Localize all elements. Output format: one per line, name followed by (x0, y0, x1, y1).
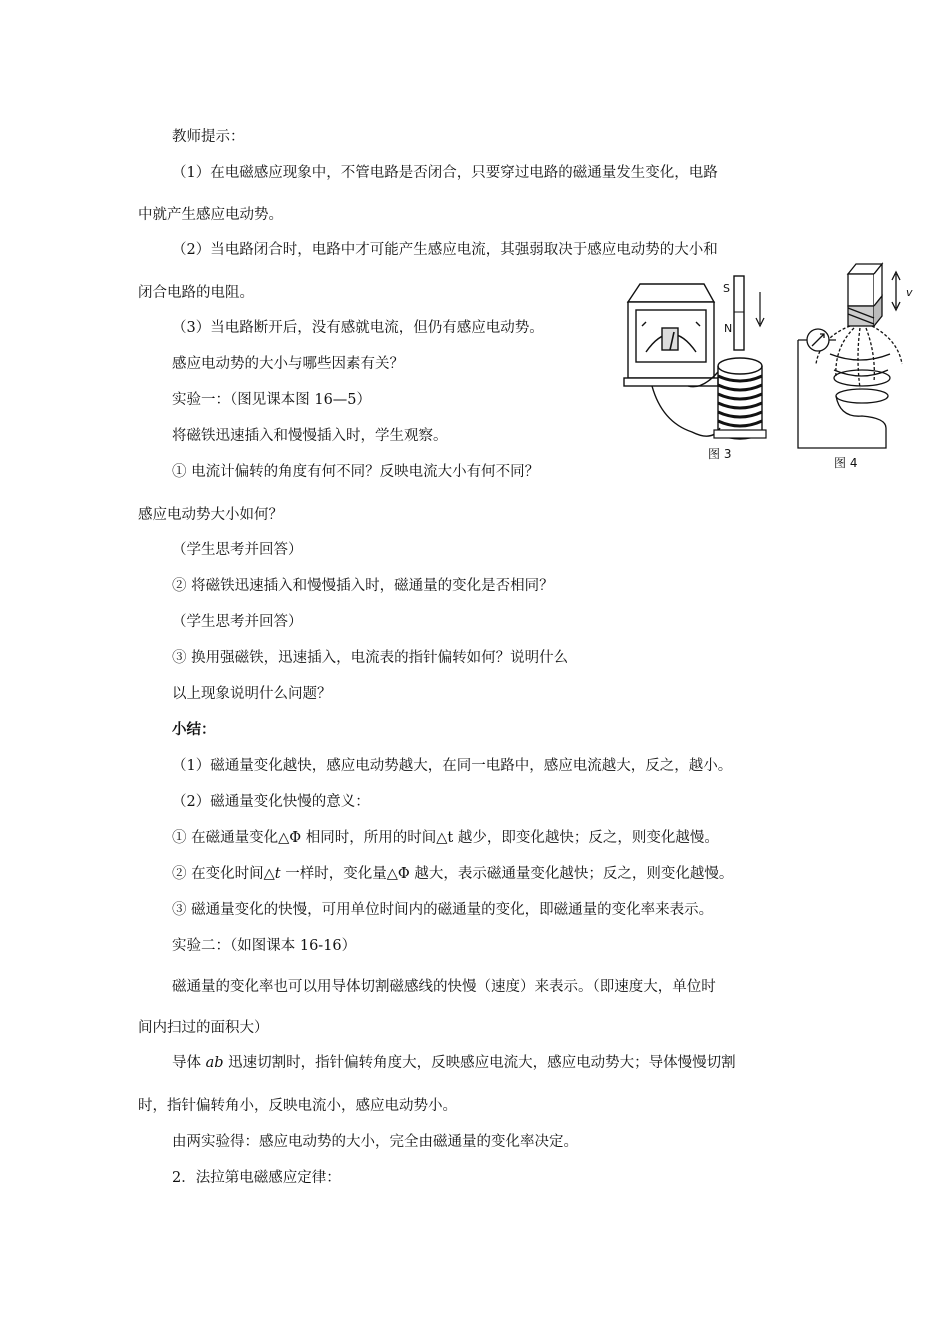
magnet-south-label: S (723, 282, 730, 295)
paragraph-line: （学生思考并回答） (172, 542, 303, 558)
paragraph-line: 间内扫过的面积大） (138, 1020, 269, 1036)
paragraph-line: （2）当电路闭合时，电路中才可能产生感应电流，其强弱取决于感应电动势的大小和 (172, 242, 718, 258)
paragraph-line: 中就产生感应电动势。 (138, 207, 283, 223)
magnet-north-label: N (724, 322, 733, 335)
paragraph-line: 闭合电路的电阻。 (138, 285, 254, 301)
paragraph-line: 导体 ab 迅速切割时，指针偏转角度大，反映感应电流大，感应电动势大；导体慢慢切割 (172, 1055, 736, 1071)
summary-line: （1）磁通量变化越快，感应电动势越大，在同一电路中，感应电流越大，反之，越小。 (172, 758, 733, 774)
question-line: ① 电流计偏转的角度有何不同？反映电流大小有何不同？ (172, 464, 540, 480)
conclusion-line: 由两实验得：感应电动势的大小，完全由磁通量的变化率决定。 (172, 1134, 578, 1150)
paragraph-line: 磁通量的变化率也可以用导体切割磁感线的快慢（速度）来表示。（即速度大，单位时 (172, 979, 716, 995)
summary-line: ② 在变化时间△t 一样时，变化量△Φ 越大，表示磁通量变化越快；反之，则变化越慢。 (172, 866, 734, 882)
velocity-label: v (906, 286, 913, 299)
figure-4-caption: 图 4 (834, 456, 858, 470)
figure-3-caption: 图 3 (708, 447, 732, 461)
question-line: 感应电动势大小如何？ (138, 507, 283, 523)
question-line: ② 将磁铁迅速插入和慢慢插入时，磁通量的变化是否相同？ (172, 578, 554, 594)
paragraph-line: （3）当电路断开后，没有感就电流，但仍有感应电动势。 (172, 320, 544, 336)
summary-line: （2）磁通量变化快慢的意义： (172, 794, 370, 810)
paragraph-line: （学生思考并回答） (172, 614, 303, 630)
figure-3-galvanometer-coil (622, 272, 790, 470)
paragraph-line: 感应电动势的大小与哪些因素有关？ (172, 356, 404, 372)
paragraph-line: 时，指针偏转角小，反映电流小，感应电动势小。 (138, 1098, 457, 1114)
summary-heading: 小结： (172, 721, 216, 738)
experiment-one-heading: 实验一：（图见课本图 16—5） (172, 392, 372, 408)
question-line: 以上现象说明什么问题？ (172, 686, 332, 702)
experiment-two-heading: 实验二：（如图课本 16-16） (172, 938, 357, 954)
paragraph-line: 将磁铁迅速插入和慢慢插入时，学生观察。 (172, 428, 448, 444)
teacher-hint-heading: 教师提示： (172, 129, 245, 145)
figure-4-magnet-field-lines (790, 258, 930, 472)
paragraph-line: （1）在电磁感应现象中，不管电路是否闭合，只要穿过电路的磁通量发生变化，电路 (172, 165, 718, 181)
section-heading: 2．法拉第电磁感应定律： (172, 1170, 341, 1186)
summary-line: ③ 磁通量变化的快慢，可用单位时间内的磁通量的变化，即磁通量的变化率来表示。 (172, 902, 714, 918)
summary-line: ① 在磁通量变化△Φ 相同时，所用的时间△t 越少，即变化越快；反之，则变化越慢。 (172, 830, 719, 846)
question-line: ③ 换用强磁铁，迅速插入，电流表的指针偏转如何？说明什么 (172, 650, 569, 666)
